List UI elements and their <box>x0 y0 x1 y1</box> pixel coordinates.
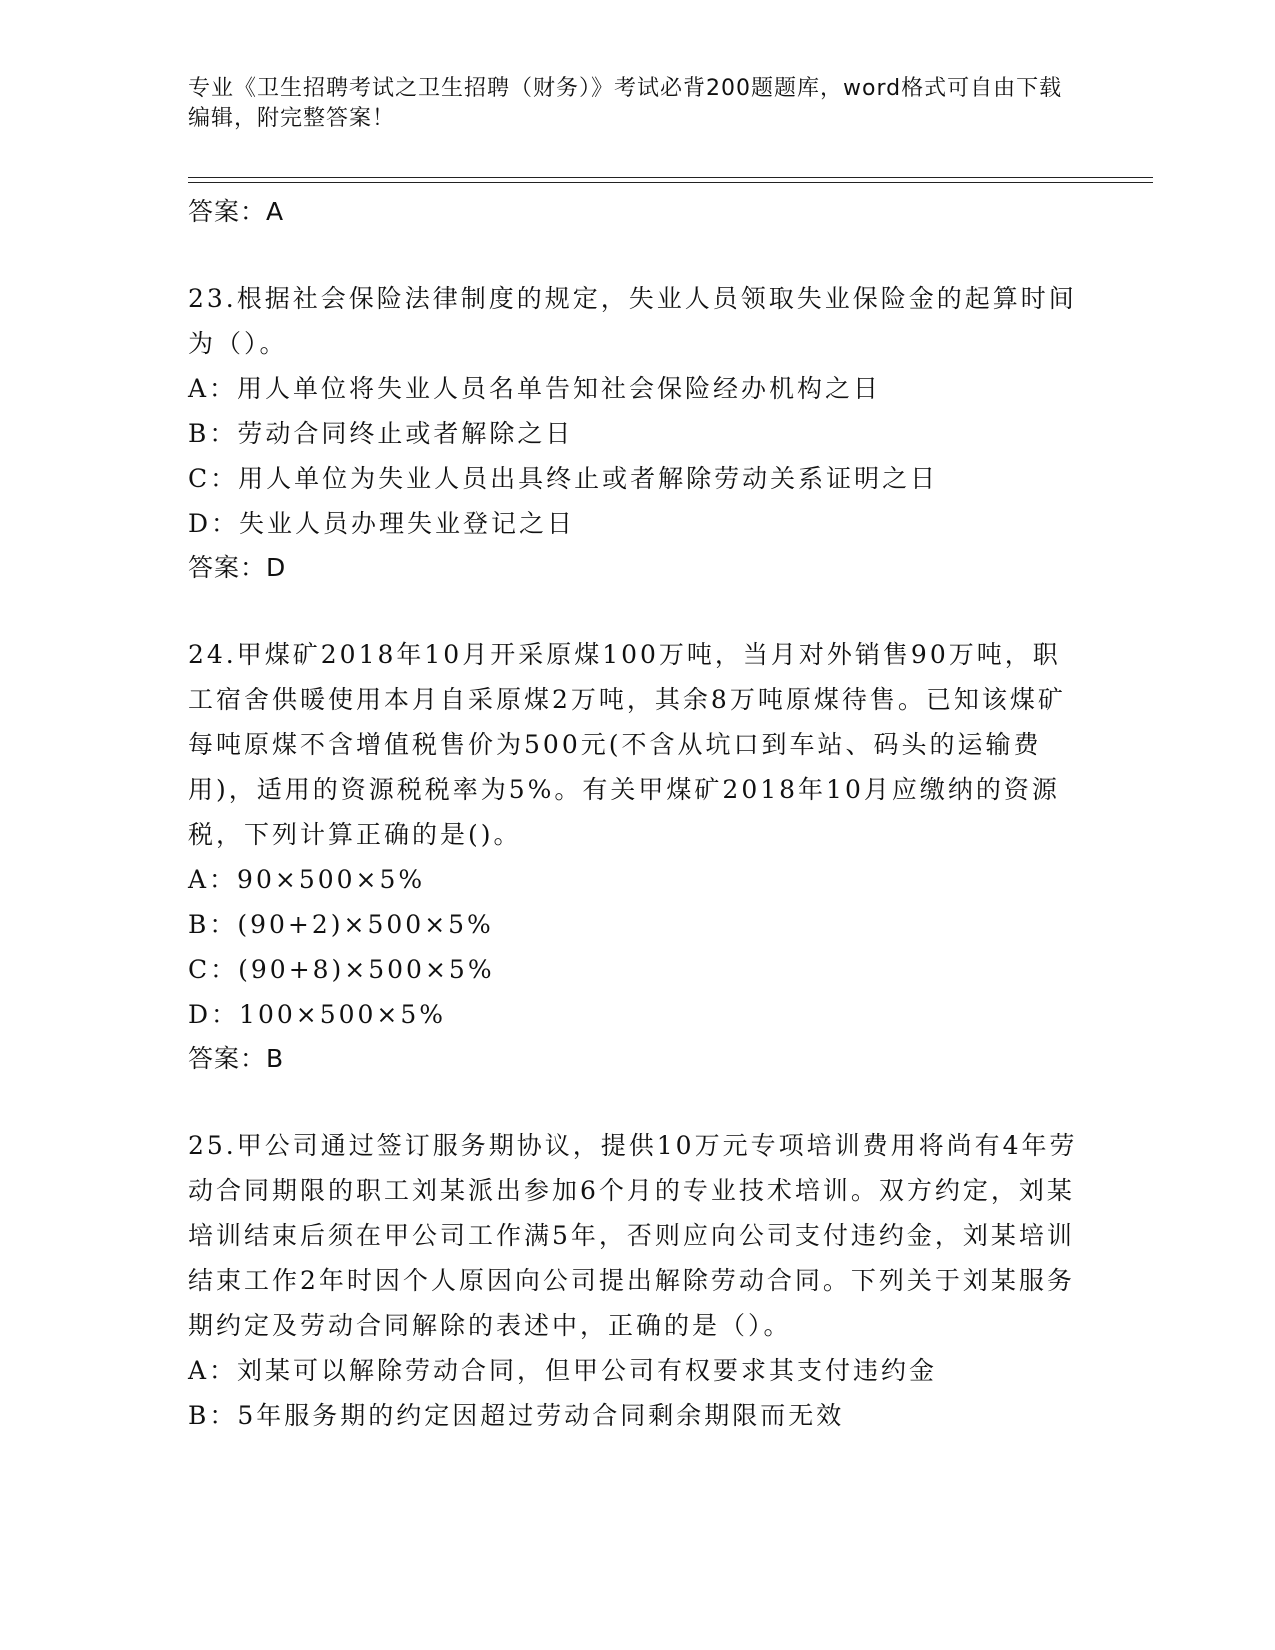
question-24 <box>188 632 1088 1081</box>
question-25 <box>188 1123 1088 1438</box>
header-rule-bottom <box>188 182 1153 183</box>
option-c: C：用人单位为失业人员出具终止或者解除劳动关系证明之日 <box>188 464 939 493</box>
question-23 <box>188 276 1088 590</box>
question-text: 25.甲公司通过签订服务期协议，提供10万元专项培训费用将尚有4年劳动合同期限的职工刘某派出参加6个月的专业技术培训。双方约定，刘某培训结束后须在甲公司工作满5年，否则应向公司支付违约金，刘某培训结束工作2年时因个人原因向公司提出解除劳动合同。下列关于刘某服务期约定及劳动合同解除的表述中，正确的是（）。 <box>188 1131 1078 1340</box>
answer-line: 答案：D <box>188 553 287 582</box>
answer-line: 答案：A <box>188 197 285 226</box>
option-a: A：90×500×5% <box>188 865 426 894</box>
option-d: D：100×500×5% <box>188 1000 447 1029</box>
option-a: A：用人单位将失业人员名单告知社会保险经办机构之日 <box>188 374 882 403</box>
document-body <box>188 190 1088 1438</box>
page-header: 专业《卫生招聘考试之卫生招聘（财务）》考试必背200题题库，word格式可自由下载编辑，附完整答案！ <box>188 76 1063 131</box>
option-c: C：(90+8)×500×5% <box>188 955 495 984</box>
option-b: B：劳动合同终止或者解除之日 <box>188 419 574 448</box>
question-text: 24.甲煤矿2018年10月开采原煤100万吨，当月对外销售90万吨，职工宿舍供暖使用本月自采原煤2万吨，其余8万吨原煤待售。已知该煤矿每吨原煤不含增值税售价为500元(不含从坑口到车站、码头的运输费用)，适用的资源税税率为5%。有关甲煤矿2018年10月应缴纳的资源税，下列计算正确的是()。 <box>188 640 1066 849</box>
answer-line: 答案：B <box>188 1044 285 1073</box>
option-b: B：5年服务期的约定因超过劳动合同剩余期限而无效 <box>188 1401 845 1430</box>
option-d: D：失业人员办理失业登记之日 <box>188 509 576 538</box>
option-a: A：刘某可以解除劳动合同，但甲公司有权要求其支付违约金 <box>188 1356 938 1385</box>
option-b: B：(90+2)×500×5% <box>188 910 494 939</box>
question-text: 23.根据社会保险法律制度的规定，失业人员领取失业保险金的起算时间为（）。 <box>188 284 1077 358</box>
header-rule-top <box>188 177 1153 178</box>
